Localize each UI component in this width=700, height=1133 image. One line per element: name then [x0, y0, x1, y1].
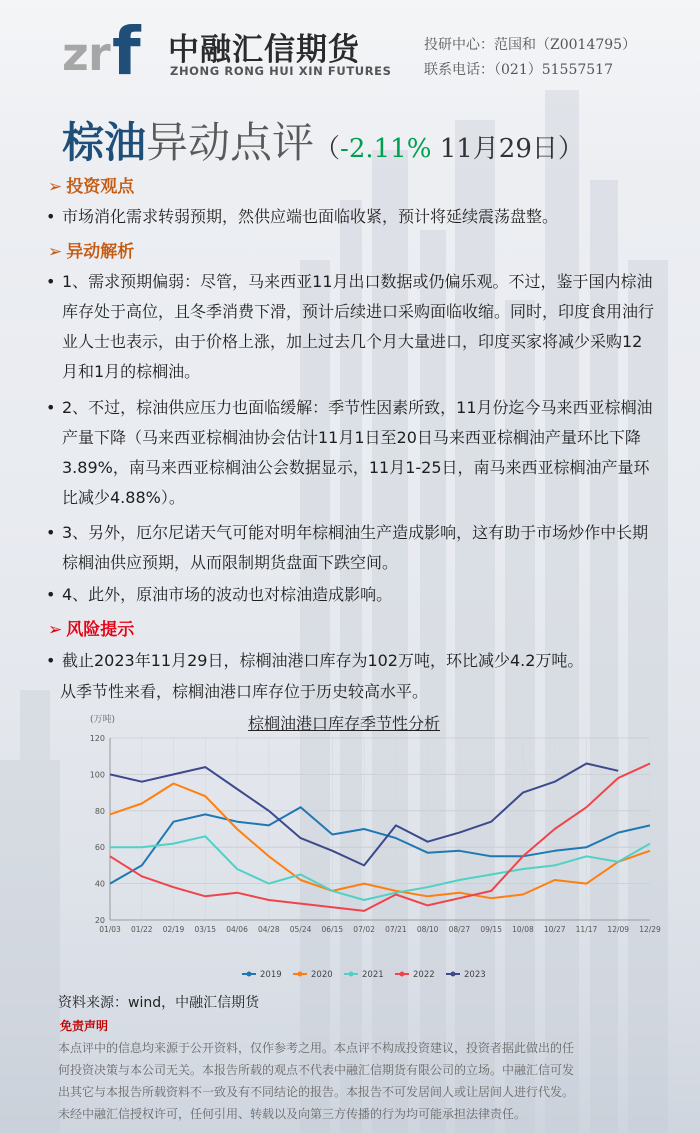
series-line-2022: [110, 764, 650, 911]
legend-label-2022: 2022: [413, 970, 435, 980]
arrow-icon: ➢: [48, 177, 63, 197]
y-axis-label: (万吨): [90, 715, 116, 725]
data-source: 资料来源：wind，中融汇信期货: [58, 995, 260, 1011]
x-tick-label: 10/08: [512, 925, 534, 934]
analyst-line: 投研中心：范国和（Z0014795）: [424, 37, 637, 53]
chart-title: 棕榈油港口库存季节性分析: [248, 714, 441, 733]
analysis-item-4: [46, 580, 658, 610]
x-tick-label: 02/19: [162, 925, 185, 934]
analysis-text: 2、不过，棕油供应压力也面临缓解：季节性因素所致，11月份迄今马来西亚棕榈油产量下降（马来西亚棕榈油协会估计11月1日至20日马来西亚棕榈油产量环比下降3.89%，南马来西亚棕榈油公会数据显示，11月1-25日，南马来西亚棕榈油产量环比减少4.88%）。: [62, 398, 653, 507]
bullet-icon: •: [46, 398, 56, 417]
y-tick-label: 40: [94, 879, 105, 889]
x-tick-label: 04/28: [258, 925, 280, 934]
view-paragraph: [46, 202, 658, 232]
x-tick-label: 01/03: [99, 925, 121, 934]
bullet-icon: •: [46, 272, 56, 291]
contact-info: [424, 33, 636, 83]
section-heading: 异动解析: [66, 242, 135, 262]
analysis-item-2: [46, 393, 658, 513]
disclaimer-line: 出其它与本报告所载资料不一致及有不同结论的报告。本报告不可发居间人或让居间人进行代发。: [58, 1085, 575, 1099]
disclaimer-line: 本点评中的信息均来源于公开资料，仅作参考之用。本点评不构成投资建议，投资者据此做出的任: [58, 1041, 575, 1055]
legend-marker-2020: [298, 972, 303, 977]
analysis-text: 3、另外，厄尔尼诺天气可能对明年棕榈油生产造成影响，这有助于市场炒作中长期棕榈油供应预期，从而限制期货盘面下跌空间。: [62, 523, 649, 572]
legend-marker-2022: [400, 972, 405, 977]
x-tick-label: 07/21: [385, 925, 407, 934]
legend-marker-2019: [247, 972, 252, 977]
title-change: -2.11%: [340, 134, 432, 164]
x-tick-label: 11/17: [575, 925, 598, 934]
legend-label-2021: 2021: [362, 970, 384, 980]
analysis-text: 4、此外，原油市场的波动也对棕油造成影响。: [62, 585, 393, 604]
risk-paragraph: [46, 646, 658, 676]
bullet-icon: •: [46, 523, 56, 542]
phone-line: 联系电话：（021）51557517: [424, 62, 613, 78]
y-tick-label: 120: [89, 734, 105, 743]
x-tick-label: 12/29: [639, 925, 661, 934]
title-open-paren: （: [314, 134, 341, 164]
disclaimer-title: 免责声明: [60, 1019, 109, 1033]
y-tick-label: 60: [94, 843, 105, 853]
company-logo-mark: [62, 14, 160, 80]
disclaimer-line: 未经中融汇信授权许可，任何引用、转载以及向第三方传播的行为均可能承担法律责任。: [58, 1107, 527, 1121]
series-line-2020: [110, 784, 650, 899]
x-tick-label: 01/22: [130, 925, 153, 934]
disclaimer-text: [58, 1037, 644, 1125]
risk-text-2: 从季节性来看，棕榈油港口库存位于历史较高水平。: [60, 682, 429, 701]
svg-text:r: r: [88, 27, 111, 80]
x-tick-label: 10/27: [543, 925, 566, 934]
title-date: 11月29日: [431, 134, 558, 164]
analysis-item-3: [46, 518, 658, 578]
x-tick-label: 08/10: [416, 925, 439, 934]
arrow-icon: ➢: [48, 620, 63, 640]
x-tick-label: 03/15: [194, 925, 217, 934]
y-tick-label: 80: [94, 806, 105, 816]
section-analysis: [48, 237, 134, 262]
x-tick-label: 06/15: [321, 925, 344, 934]
x-tick-label: 09/15: [480, 925, 502, 934]
x-tick-label: 07/02: [353, 925, 375, 934]
x-tick-label: 08/27: [448, 925, 471, 934]
report-header: [0, 0, 700, 100]
company-name-en: ZHONG RONG HUI XIN FUTURES: [170, 64, 392, 78]
arrow-icon: ➢: [48, 242, 63, 262]
analysis-item-1: [46, 267, 658, 387]
seasonality-chart: [82, 712, 662, 990]
svg-text:f: f: [112, 14, 141, 80]
bullet-icon: •: [46, 585, 56, 604]
section-risk: [48, 615, 134, 640]
bullet-icon: •: [46, 207, 56, 226]
company-name-cn: 中融汇信期货: [168, 32, 360, 68]
legend-marker-2023: [451, 972, 456, 977]
x-tick-label: 04/06: [226, 925, 248, 934]
title-close-paren: ）: [557, 134, 584, 164]
x-tick-label: 05/24: [289, 925, 312, 934]
title-product: 棕油: [62, 118, 147, 167]
section-investment-view: [48, 172, 134, 197]
analysis-text: 1、需求预期偏弱：尽管，马来西亚11月出口数据或仍偏乐观。不过，鉴于国内棕油库存处于高位，且冬季消费下滑，预计后续进口采购面临收缩。同时，印度食用油行业人士也表示，由于价格上涨，加上过去几个月大量进口，印度买家将减少采购12月和1月的棕榈油。: [62, 272, 655, 381]
legend-label-2019: 2019: [260, 970, 282, 980]
legend-marker-2021: [349, 972, 354, 977]
section-heading: 风险提示: [66, 620, 135, 640]
risk-paragraph-2: [46, 677, 658, 707]
bullet-icon: •: [46, 651, 56, 670]
section-heading: 投资观点: [66, 177, 135, 197]
x-tick-label: 12/09: [607, 925, 630, 934]
report-title: [62, 110, 584, 166]
legend-label-2020: 2020: [311, 970, 333, 980]
y-tick-label: 100: [89, 770, 105, 780]
risk-text: 截止2023年11月29日，棕榈油港口库存为102万吨，环比减少4.2万吨。: [62, 651, 584, 670]
title-kind: 异动点评: [146, 118, 315, 167]
disclaimer-line: 何投资决策与本公司无关。本报告所载的观点不代表中融汇信期货有限公司的立场。中融汇信可发: [58, 1063, 575, 1077]
legend-label-2023: 2023: [464, 970, 486, 980]
view-text: 市场消化需求转弱预期，然供应端也面临收紧，预计将延续震荡盘整。: [62, 207, 559, 226]
svg-text:z: z: [62, 27, 89, 80]
y-tick-label: 20: [94, 916, 105, 925]
